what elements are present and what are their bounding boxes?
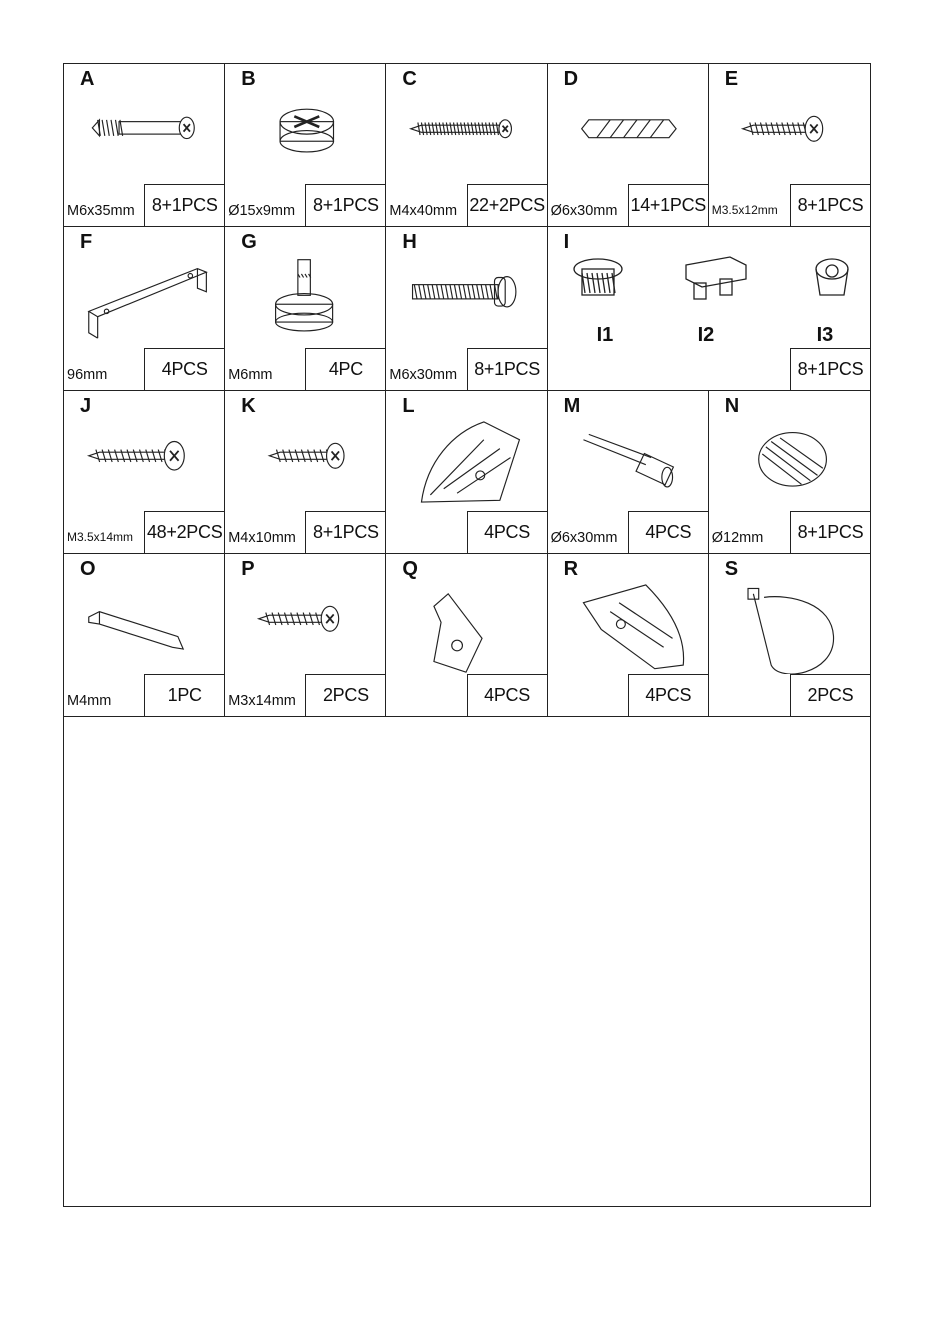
part-quantity: 8+1PCS xyxy=(790,184,870,226)
part-quantity: 4PC xyxy=(305,348,385,390)
part-letter: F xyxy=(80,231,93,254)
part-spec: Ø15x9mm xyxy=(228,203,296,220)
part-letter: D xyxy=(563,68,579,90)
insert-i3-icon xyxy=(808,255,870,312)
part-cell-k xyxy=(225,391,386,554)
part-cell-a xyxy=(64,64,225,227)
insert-i1-icon xyxy=(570,255,642,312)
part-quantity: 48+2PCS xyxy=(144,511,224,553)
part-letter: G xyxy=(241,231,257,254)
cam-lock-icon xyxy=(225,86,385,184)
part-quantity: 8+1PCS xyxy=(790,511,870,553)
wood-screw-icon xyxy=(64,413,224,511)
flap-hinge-icon xyxy=(386,413,546,511)
part-spec: M6x35mm xyxy=(67,203,135,220)
insert-i2-icon xyxy=(680,255,752,312)
part-letter: N xyxy=(724,394,740,417)
cable-tie-icon xyxy=(709,576,869,674)
part-spec: Ø6x30mm xyxy=(550,529,618,546)
part-cell-i xyxy=(548,227,870,390)
part-quantity: 4PCS xyxy=(628,674,708,716)
part-cell-s xyxy=(709,554,870,717)
part-quantity: 8+1PCS xyxy=(305,184,385,226)
insert-label-i3: I3 xyxy=(816,324,834,347)
pan-head-screw-icon xyxy=(225,413,385,511)
flap-hinge-mirror-icon xyxy=(548,576,708,674)
small-screw-icon xyxy=(225,576,385,674)
part-letter: A xyxy=(80,68,95,90)
part-cell-b xyxy=(225,64,386,227)
part-quantity: 8+1PCS xyxy=(305,511,385,553)
long-screw-icon xyxy=(386,86,546,184)
wall-plate-icon xyxy=(386,576,546,674)
part-letter: P xyxy=(241,557,255,580)
short-screw-icon xyxy=(709,86,869,184)
part-cell-d xyxy=(548,64,709,227)
part-spec: Ø12mm xyxy=(711,529,764,546)
metal-bracket-icon xyxy=(64,249,224,347)
part-letter: M xyxy=(563,394,581,417)
part-quantity: 4PCS xyxy=(467,511,547,553)
insert-label-i2: I2 xyxy=(697,324,715,347)
part-cell-o xyxy=(64,554,225,717)
part-quantity: 2PCS xyxy=(790,674,870,716)
part-cell-r xyxy=(548,554,709,717)
insert-label-i1: I1 xyxy=(596,324,614,347)
hardware-sheet xyxy=(63,63,871,1207)
cover-cap-icon xyxy=(709,413,869,511)
part-letter: K xyxy=(241,394,256,417)
part-cell-l xyxy=(386,391,547,554)
part-cell-g xyxy=(225,227,386,390)
part-quantity: 8+1PCS xyxy=(144,184,224,226)
part-letter: B xyxy=(241,68,256,90)
part-spec: Ø6x30mm xyxy=(550,203,618,220)
part-cell-n xyxy=(709,391,870,554)
hex-bolt-icon xyxy=(386,249,546,347)
part-letter: E xyxy=(724,68,739,90)
part-letter: H xyxy=(402,231,417,254)
part-quantity: 4PCS xyxy=(144,348,224,390)
part-quantity: 1PC xyxy=(144,674,224,716)
part-cell-e xyxy=(709,64,870,227)
part-quantity: 14+1PCS xyxy=(628,184,708,226)
hardware-grid xyxy=(64,64,870,717)
leveling-foot-icon xyxy=(225,249,385,347)
part-spec: M3.5x14mm xyxy=(67,529,134,544)
part-cell-f xyxy=(64,227,225,390)
part-quantity: 4PCS xyxy=(467,674,547,716)
part-quantity: 22+2PCS xyxy=(467,184,547,226)
part-spec: M3x14mm xyxy=(228,693,296,709)
part-spec: M4x40mm xyxy=(389,203,458,220)
part-letter: C xyxy=(402,68,417,90)
part-spec: M4x10mm xyxy=(228,529,296,546)
part-letter: I xyxy=(563,231,570,254)
part-cell-m xyxy=(548,391,709,554)
part-letter: Q xyxy=(402,557,418,580)
wooden-dowel-icon xyxy=(548,86,708,184)
part-letter: J xyxy=(80,394,92,417)
part-spec: 96mm xyxy=(67,366,108,383)
part-quantity: 8+1PCS xyxy=(790,348,870,390)
part-quantity: 8+1PCS xyxy=(467,348,547,390)
part-cell-q xyxy=(386,554,547,717)
part-letter: L xyxy=(402,394,415,417)
part-quantity: 4PCS xyxy=(628,511,708,553)
part-cell-j xyxy=(64,391,225,554)
part-letter: O xyxy=(80,557,96,580)
part-spec: M3.5x12mm xyxy=(711,203,778,218)
part-spec: M6x30mm xyxy=(389,366,458,383)
part-quantity: 2PCS xyxy=(305,674,385,716)
connecting-bolt-icon xyxy=(64,86,224,184)
part-spec: M4mm xyxy=(67,693,112,709)
allen-key-icon xyxy=(64,576,224,674)
anchor-plug-icon xyxy=(548,413,708,511)
part-cell-h xyxy=(386,227,547,390)
part-cell-c xyxy=(386,64,547,227)
part-letter: R xyxy=(563,557,579,580)
part-letter: S xyxy=(724,557,739,580)
part-spec: M6mm xyxy=(228,366,273,383)
part-cell-p xyxy=(225,554,386,717)
